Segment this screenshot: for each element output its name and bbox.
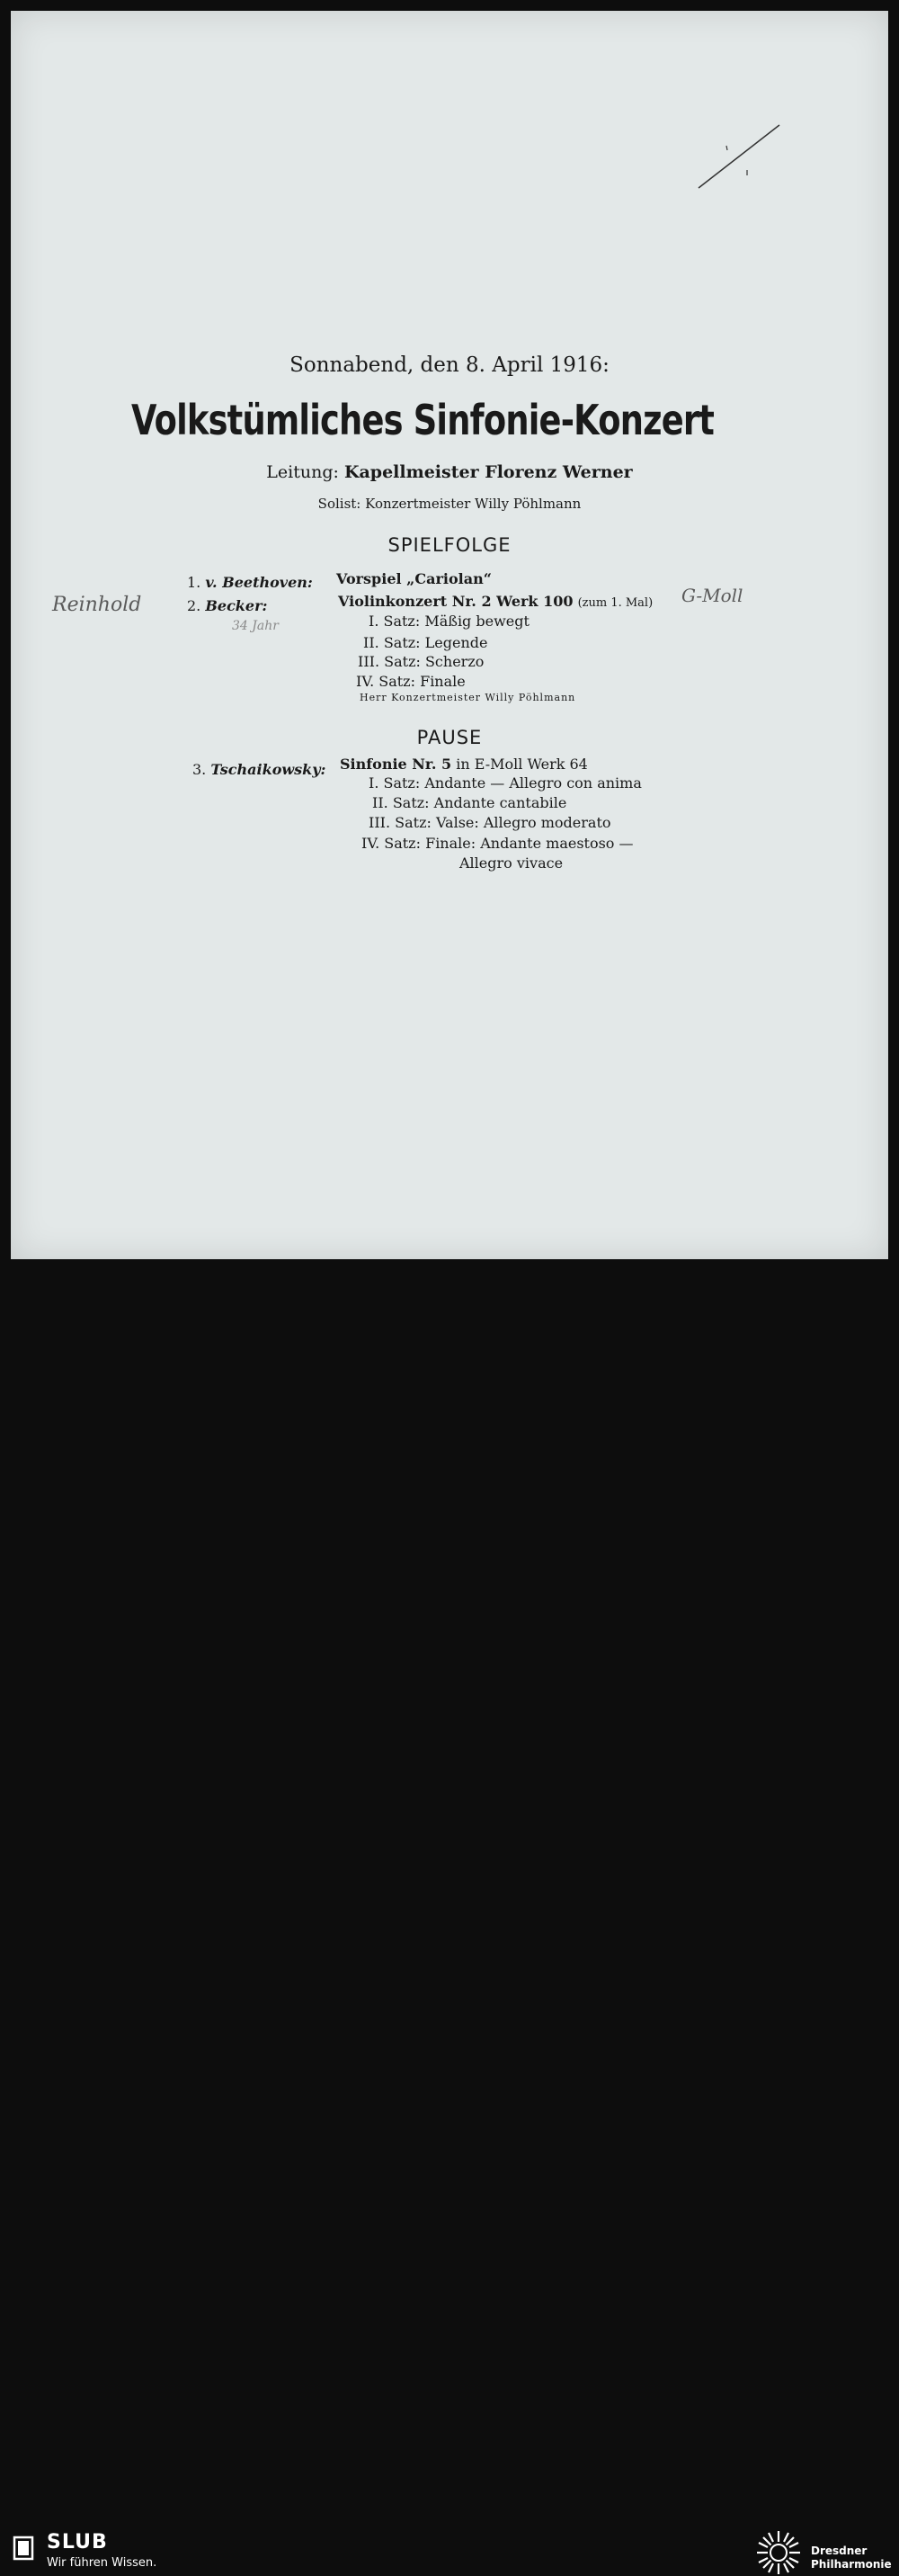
item2-work: Violinkonzert Nr. 2 Werk 100 (zum 1. Mal) (338, 593, 654, 610)
footer-bar (0, 1259, 899, 2571)
item1-work: Vorspiel „Cariolan“ (336, 570, 492, 587)
partner-name: Dresdner Philharmonie (811, 2545, 892, 2571)
item2-movement: III. Satz: Scherzo (358, 653, 485, 670)
conductor-line (0, 462, 899, 482)
item1-composer: 1. v. Beethoven: (187, 574, 313, 591)
handwritten-key: G-Moll (681, 585, 743, 606)
conductor-name: Kapellmeister Florenz Werner (343, 462, 633, 482)
soloist-label: Solist: (317, 496, 361, 512)
item2-soloist: Herr Konzertmeister Willy Pöhlmann (360, 692, 576, 703)
handwritten-name: Reinhold (52, 594, 142, 616)
concert-title: Volkstümliches Sinfonie-Konzert (130, 396, 715, 444)
philharmonie-logo-icon (755, 2529, 802, 2576)
slub-logo-icon (9, 2534, 38, 2563)
handwritten-age: 34 Jahr (232, 619, 279, 633)
item2-composer: 2. Becker: (187, 597, 268, 614)
item3-continuation: Allegro vivace (459, 854, 564, 872)
item3-composer: 3. Tschaikowsky: (192, 761, 326, 778)
conductor-label: Leitung: (266, 462, 339, 482)
item3-movement: II. Satz: Andante cantabile (372, 794, 567, 811)
item3-movement: I. Satz: Andante — Allegro con anima (369, 774, 642, 792)
program-heading: SPIELFOLGE (387, 534, 512, 556)
soloist-line (0, 496, 899, 512)
library-name: SLUB (47, 2531, 108, 2554)
item2-movement: IV. Satz: Finale (356, 673, 466, 690)
item3-movement: IV. Satz: Finale: Andante maestoso — (361, 835, 634, 852)
concert-program (0, 0, 899, 1259)
item3-work: Sinfonie Nr. 5 in E-Moll Werk 64 (340, 756, 588, 773)
concert-date: Sonnabend, den 8. April 1916: (289, 353, 610, 377)
library-tagline: Wir führen Wissen. (47, 2556, 157, 2570)
soloist-name: Konzertmeister Willy Pöhlmann (365, 496, 582, 512)
pause-heading: PAUSE (416, 727, 483, 748)
item2-movement: I. Satz: Mäßig bewegt (369, 613, 530, 630)
pen-stroke-mark (697, 123, 787, 195)
item2-movement: II. Satz: Legende (363, 634, 488, 651)
item3-movement: III. Satz: Valse: Allegro moderato (369, 814, 611, 831)
